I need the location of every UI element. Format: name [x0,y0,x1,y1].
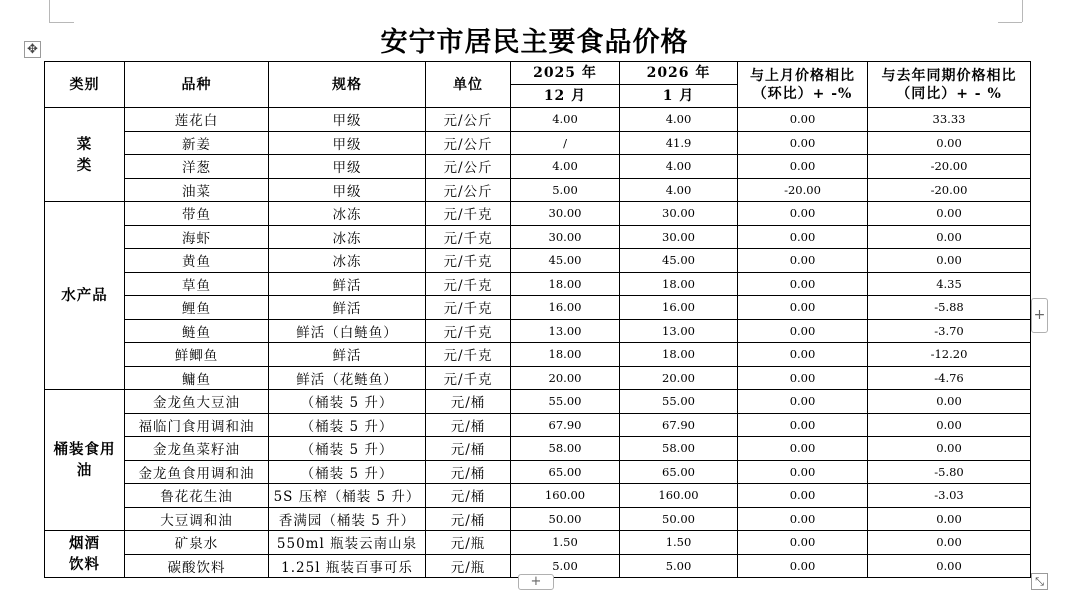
spec-cell: 甲级 [269,178,426,202]
curr-month-price-cell: 65.00 [620,460,738,484]
category-cell [45,531,125,578]
table-row [45,413,1031,437]
curr-month-price-cell: 58.00 [620,437,738,461]
variety-cell: 鳙鱼 [125,366,269,390]
header-spec: 规格 [269,62,426,108]
curr-month-price-cell: 55.00 [620,390,738,414]
curr-month-price-cell: 160.00 [620,484,738,508]
header-mom [738,62,868,108]
header-month-prev: 12 月 [511,85,620,108]
document-title: 安宁市居民主要食品价格 [380,27,689,58]
prev-month-price-cell: 58.00 [511,437,620,461]
table-row [45,272,1031,296]
curr-month-price-cell: 4.00 [620,155,738,179]
mom-change-cell: 0.00 [738,507,868,531]
mom-change-cell: 0.00 [738,460,868,484]
category-cell [45,390,125,531]
prev-month-price-cell: 67.90 [511,413,620,437]
mom-change-cell: 0.00 [738,155,868,179]
table-row [45,390,1031,414]
yoy-change-cell: -5.88 [868,296,1031,320]
header-mom-line2: （环比）+ -% [752,85,853,102]
prev-month-price-cell: 1.50 [511,531,620,555]
yoy-change-cell: 0.00 [868,531,1031,555]
yoy-change-cell: 0.00 [868,554,1031,578]
spec-cell: （桶装 5 升） [269,437,426,461]
spec-cell: 香满园（桶装 5 升） [269,507,426,531]
prev-month-price-cell: 13.00 [511,319,620,343]
curr-month-price-cell: 20.00 [620,366,738,390]
spec-cell: 甲级 [269,131,426,155]
curr-month-price-cell: 30.00 [620,225,738,249]
prev-month-price-cell: 45.00 [511,249,620,273]
prev-month-price-cell: 20.00 [511,366,620,390]
header-unit: 单位 [426,62,511,108]
table-row [45,131,1031,155]
curr-month-price-cell: 18.00 [620,343,738,367]
spec-cell: 鲜活 [269,296,426,320]
unit-cell: 元/桶 [426,460,511,484]
unit-cell: 元/千克 [426,249,511,273]
category-name-line: 油 [76,462,93,479]
mom-change-cell: 0.00 [738,437,868,461]
unit-cell: 元/瓶 [426,554,511,578]
curr-month-price-cell: 41.9 [620,131,738,155]
table-row [45,366,1031,390]
variety-cell: 带鱼 [125,202,269,226]
header-month-curr: 1 月 [620,85,738,108]
unit-cell: 元/千克 [426,366,511,390]
variety-cell: 大豆调和油 [125,507,269,531]
yoy-change-cell: 0.00 [868,413,1031,437]
yoy-change-cell: -20.00 [868,178,1031,202]
category-name-line: 桶装食用 [53,441,116,458]
table-row [45,108,1031,132]
category-cell [45,202,125,390]
yoy-change-cell: 0.00 [868,131,1031,155]
prev-month-price-cell: 4.00 [511,155,620,179]
price-table [44,61,1031,578]
variety-cell: 福临门食用调和油 [125,413,269,437]
mom-change-cell: 0.00 [738,484,868,508]
yoy-change-cell: -12.20 [868,343,1031,367]
header-category: 类别 [45,62,125,108]
header-yoy-line2: （同比）+ - % [896,85,1002,102]
variety-cell: 矿泉水 [125,531,269,555]
variety-cell: 草鱼 [125,272,269,296]
prev-month-price-cell: 4.00 [511,108,620,132]
variety-cell: 鲜鲫鱼 [125,343,269,367]
crop-mark [1022,0,1023,22]
variety-cell: 鲢鱼 [125,319,269,343]
table-resize-handle-icon[interactable]: ⤡ [1031,573,1048,590]
unit-cell: 元/千克 [426,202,511,226]
unit-cell: 元/桶 [426,437,511,461]
curr-month-price-cell: 1.50 [620,531,738,555]
variety-cell: 黄鱼 [125,249,269,273]
yoy-change-cell: 0.00 [868,507,1031,531]
variety-cell: 金龙鱼食用调和油 [125,460,269,484]
spec-cell: 鲜活 [269,343,426,367]
curr-month-price-cell: 50.00 [620,507,738,531]
variety-cell: 油菜 [125,178,269,202]
unit-cell: 元/公斤 [426,178,511,202]
unit-cell: 元/瓶 [426,531,511,555]
variety-cell: 新姜 [125,131,269,155]
mom-change-cell: 0.00 [738,413,868,437]
yoy-change-cell: -3.03 [868,484,1031,508]
prev-month-price-cell: 16.00 [511,296,620,320]
yoy-change-cell: 0.00 [868,390,1031,414]
curr-month-price-cell: 4.00 [620,108,738,132]
variety-cell: 碳酸饮料 [125,554,269,578]
curr-month-price-cell: 67.90 [620,413,738,437]
variety-cell: 海虾 [125,225,269,249]
prev-month-price-cell: 65.00 [511,460,620,484]
spec-cell: （桶装 5 升） [269,413,426,437]
header-variety: 品种 [125,62,269,108]
variety-cell: 金龙鱼菜籽油 [125,437,269,461]
unit-cell: 元/桶 [426,484,511,508]
table-row [45,249,1031,273]
unit-cell: 元/公斤 [426,131,511,155]
curr-month-price-cell: 30.00 [620,202,738,226]
unit-cell: 元/公斤 [426,108,511,132]
mom-change-cell: 0.00 [738,108,868,132]
table-row [45,155,1031,179]
curr-month-price-cell: 16.00 [620,296,738,320]
mom-change-cell: 0.00 [738,249,868,273]
prev-month-price-cell: 30.00 [511,202,620,226]
mom-change-cell: 0.00 [738,343,868,367]
mom-change-cell: -20.00 [738,178,868,202]
unit-cell: 元/千克 [426,225,511,249]
spec-cell: 1.25l 瓶装百事可乐 [269,554,426,578]
table-row [45,296,1031,320]
prev-month-price-cell: 50.00 [511,507,620,531]
category-name-line: 菜 [76,135,93,153]
variety-cell: 鲁花花生油 [125,484,269,508]
curr-month-price-cell: 5.00 [620,554,738,578]
table-row [45,460,1031,484]
spec-cell: 冰冻 [269,225,426,249]
table-row [45,178,1031,202]
yoy-change-cell: -3.70 [868,319,1031,343]
unit-cell: 元/桶 [426,507,511,531]
header-yoy [868,62,1031,108]
table-header-row [45,62,1031,85]
category-name-line: 烟酒 [69,535,100,552]
prev-month-price-cell: 30.00 [511,225,620,249]
add-row-button[interactable]: + [518,574,554,590]
mom-change-cell: 0.00 [738,272,868,296]
yoy-change-cell: 0.00 [868,202,1031,226]
mom-change-cell: 0.00 [738,202,868,226]
prev-month-price-cell: 18.00 [511,343,620,367]
mom-change-cell: 0.00 [738,390,868,414]
mom-change-cell: 0.00 [738,225,868,249]
table-row [45,484,1031,508]
mom-change-cell: 0.00 [738,554,868,578]
prev-month-price-cell: 5.00 [511,554,620,578]
mom-change-cell: 0.00 [738,131,868,155]
category-name-line: 类 [76,156,93,174]
spec-cell: 甲级 [269,155,426,179]
header-mom-line1: 与上月价格相比 [750,67,855,84]
curr-month-price-cell: 45.00 [620,249,738,273]
add-column-button[interactable]: + [1031,298,1048,333]
unit-cell: 元/桶 [426,413,511,437]
variety-cell: 莲花白 [125,108,269,132]
category-name-line: 水产品 [61,287,108,304]
yoy-change-cell: 0.00 [868,225,1031,249]
header-year-prev: 2025 年 [511,62,620,85]
mom-change-cell: 0.00 [738,319,868,343]
table-row [45,437,1031,461]
mom-change-cell: 0.00 [738,366,868,390]
spec-cell: 冰冻 [269,202,426,226]
table-row [45,507,1031,531]
yoy-change-cell: -20.00 [868,155,1031,179]
yoy-change-cell: 33.33 [868,108,1031,132]
prev-month-price-cell: / [511,131,620,155]
table-row [45,343,1031,367]
curr-month-price-cell: 13.00 [620,319,738,343]
spec-cell: 550ml 瓶装云南山泉 [269,531,426,555]
spec-cell: 鲜活 [269,272,426,296]
spec-cell: 5S 压榨（桶装 5 升） [269,484,426,508]
unit-cell: 元/千克 [426,343,511,367]
yoy-change-cell: -4.76 [868,366,1031,390]
variety-cell: 鲤鱼 [125,296,269,320]
yoy-change-cell: 4.35 [868,272,1031,296]
mom-change-cell: 0.00 [738,296,868,320]
spec-cell: 鲜活（白鲢鱼） [269,319,426,343]
yoy-change-cell: 0.00 [868,437,1031,461]
unit-cell: 元/公斤 [426,155,511,179]
unit-cell: 元/桶 [426,390,511,414]
table-row [45,319,1031,343]
variety-cell: 洋葱 [125,155,269,179]
spec-cell: （桶装 5 升） [269,460,426,484]
unit-cell: 元/千克 [426,319,511,343]
crop-mark [49,0,50,22]
category-name-line: 饮料 [69,556,100,573]
spec-cell: 鲜活（花鲢鱼） [269,366,426,390]
table-move-handle-icon[interactable]: ✥ [24,41,41,58]
prev-month-price-cell: 5.00 [511,178,620,202]
unit-cell: 元/千克 [426,296,511,320]
prev-month-price-cell: 55.00 [511,390,620,414]
yoy-change-cell: 0.00 [868,249,1031,273]
prev-month-price-cell: 18.00 [511,272,620,296]
category-cell [45,108,125,202]
spec-cell: 甲级 [269,108,426,132]
mom-change-cell: 0.00 [738,531,868,555]
prev-month-price-cell: 160.00 [511,484,620,508]
header-yoy-line1: 与去年同期价格相比 [881,67,1017,84]
spec-cell: （桶装 5 升） [269,390,426,414]
yoy-change-cell: -5.80 [868,460,1031,484]
spec-cell: 冰冻 [269,249,426,273]
table-row [45,531,1031,555]
curr-month-price-cell: 18.00 [620,272,738,296]
table-row [45,202,1031,226]
curr-month-price-cell: 4.00 [620,178,738,202]
unit-cell: 元/千克 [426,272,511,296]
table-row [45,225,1031,249]
variety-cell: 金龙鱼大豆油 [125,390,269,414]
header-year-curr: 2026 年 [620,62,738,85]
